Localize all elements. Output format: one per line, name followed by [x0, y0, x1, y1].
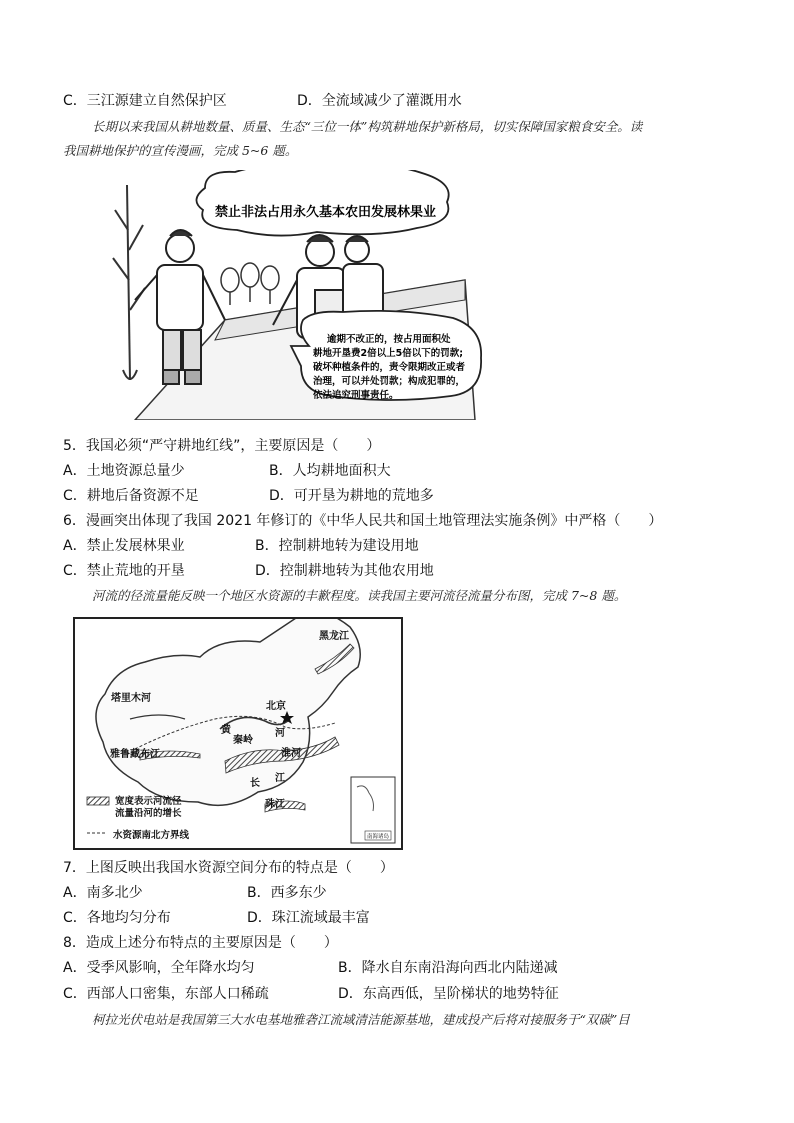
q5-stem: 5．我国必须“严守耕地红线”，主要原因是（ ）	[63, 438, 381, 454]
penalty-line-1: 逾期不改正的，按占用面积处	[327, 334, 451, 345]
penalty-line-4: 治理，可以并处罚款；构成犯罪的，	[313, 376, 466, 387]
speech-bubble-top-text: 禁止非法占用永久基本农田发展林果业	[215, 205, 437, 220]
q7-option-c: C．各地均匀分布	[63, 910, 171, 926]
label-huang: 黄	[221, 725, 231, 736]
label-qinling: 秦岭	[233, 735, 253, 746]
q6-option-d: D．控制耕地转为其他农用地	[255, 563, 434, 579]
q8-option-d: D．东高西低，呈阶梯状的地势特征	[338, 986, 559, 1002]
intro-5-6-line1: 长期以来我国从耕地数量、质量、生态“三位一体”构筑耕地保护新格局，切实保障国家粮食安全。读	[92, 119, 643, 134]
label-chang: 长	[250, 778, 260, 789]
q8-stem: 8．造成上述分布特点的主要原因是（ ）	[63, 935, 338, 951]
q8-option-a: A．受季风影响，全年降水均匀	[63, 960, 255, 976]
q6-stem: 6．漫画突出体现了我国 2021 年修订的《中华人民共和国土地管理法实施条例》中严格（ ）	[63, 513, 663, 529]
q4-option-c: C．三江源建立自然保护区	[63, 93, 227, 109]
q5-option-b: B．人均耕地面积大	[269, 463, 391, 479]
q7-option-a: A．南多北少	[63, 885, 143, 901]
q7-option-b: B．西多东少	[247, 885, 327, 901]
q6-option-a: A．禁止发展林果业	[63, 538, 185, 554]
intro-5-6-line2: 我国耕地保护的宣传漫画，完成 5~6 题。	[63, 143, 298, 158]
label-jiang: 江	[275, 773, 285, 784]
intro-7-8: 河流的径流量能反映一个地区水资源的丰歉程度。读我国主要河流径流量分布图，完成 7~8 题。	[92, 588, 627, 603]
penalty-line-5: 依法追究刑事责任。	[313, 390, 399, 401]
q8-option-c: C．西部人口密集，东部人口稀疏	[63, 986, 269, 1002]
label-heilongjiang: 黑龙江	[319, 631, 349, 642]
label-beijing: 北京	[266, 701, 286, 712]
q4-option-d: D．全流域减少了灌溉用水	[297, 93, 462, 109]
legend-dash-text: 水资源南北方界线	[113, 830, 190, 841]
legend-hatch-text-2: 流量沿河的增长	[115, 808, 182, 819]
inset-label: 南海诸岛	[367, 834, 390, 840]
label-he: 河	[275, 728, 285, 739]
sapling-icon	[113, 185, 145, 380]
speech-bubble-bottom	[291, 311, 481, 401]
q5-option-a: A．土地资源总量少	[63, 463, 185, 479]
penalty-line-3: 破坏种植条件的，责令限期改正或者	[313, 362, 466, 373]
speech-bubble-top	[196, 170, 448, 236]
river-runoff-map	[73, 617, 403, 850]
penalty-line-2: 耕地开垦费2倍以上5倍以下的罚款;	[313, 348, 464, 359]
q6-option-c: C．禁止荒地的开垦	[63, 563, 185, 579]
legend-hatch-text-1: 宽度表示河流径	[115, 796, 182, 807]
label-yarlung: 雅鲁藏布江	[110, 749, 160, 760]
intro-next: 柯拉光伏电站是我国第三大水电基地雅砻江流域清洁能源基地，建成投产后将对接服务于“双碳”目	[92, 1012, 630, 1027]
q7-option-d: D．珠江流域最丰富	[247, 910, 370, 926]
label-zhujiang: 珠江	[265, 799, 285, 810]
q5-option-c: C．耕地后备资源不足	[63, 488, 199, 504]
label-huaihe: 淮河	[281, 748, 301, 759]
label-tarim: 塔里木河	[111, 693, 151, 704]
q6-option-b: B．控制耕地转为建设用地	[255, 538, 419, 554]
background-trees-icon	[221, 263, 279, 305]
q8-option-b: B．降水自东南沿海向西北内陆递减	[338, 960, 558, 976]
farmland-protection-cartoon	[75, 170, 515, 420]
q5-option-d: D．可开垦为耕地的荒地多	[269, 488, 434, 504]
q7-stem: 7．上图反映出我国水资源空间分布的特点是（ ）	[63, 860, 394, 876]
legend-hatch-swatch	[87, 797, 109, 805]
